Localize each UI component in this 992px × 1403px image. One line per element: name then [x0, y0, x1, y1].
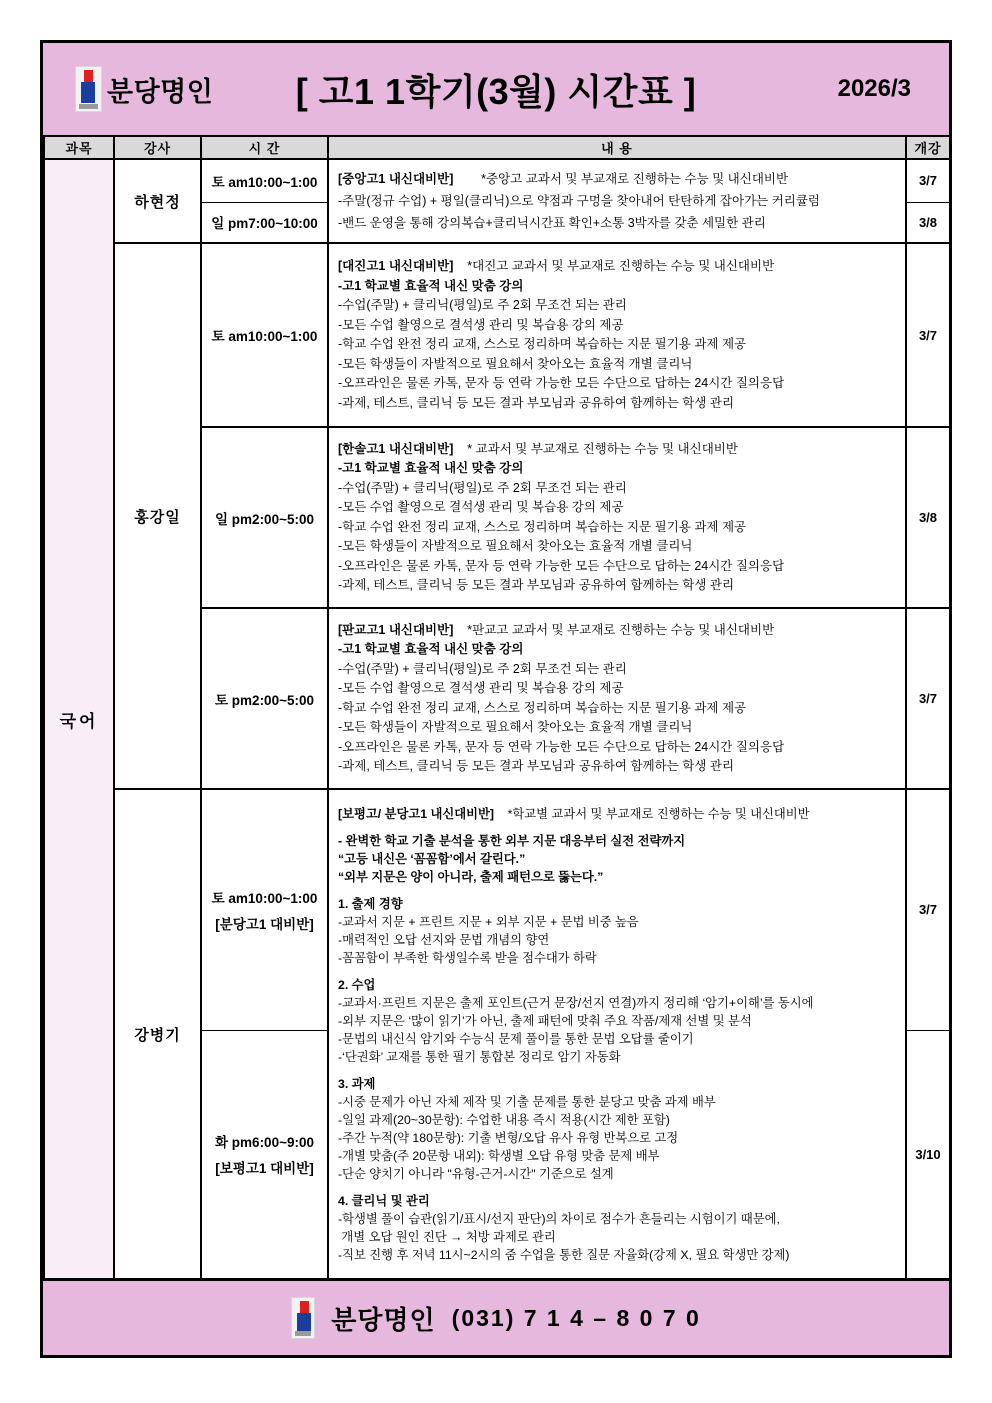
class-label: [보평고1 대비반]	[215, 1161, 314, 1177]
time-cell-ha-sat: 토 am10:00~1:00	[201, 159, 328, 202]
footer-logo-icon	[291, 1297, 315, 1339]
footer-phone: (031) 7 1 4 – 8 0 7 0	[451, 1304, 701, 1331]
time-cell-gang-sat	[201, 789, 328, 1030]
teacher-cell-gang: 강병기	[114, 789, 201, 1279]
brand-name: 분당명인	[107, 76, 214, 107]
brand-logo-icon	[75, 66, 102, 112]
content-cell-bopyeong-bundang: [보평고/ 분당고1 내신대비반] *학교별 교과서 및 부교재로 진행하는 수능 및 내신대비반 - 완벽한 학교 기출 분석을 통한 외부 지문 대응부터 실전 전략까지 “고등 내신은 ‘꼼꼼함’에서 갈린다.” “외부 지문은 양이 아니라, 출제 패턴으로 뚫는다.” 1. 출제 경향 -교과서 지문 + 프린트 지문 + 외부 지문 + 문법 비중 높음 -매력적인 오답 선지와 문법 개념의 향연 -꼼꼼함이 부족한 학생일수록 받을 점수대가 하락 2. 수업 -교과서·프린트 지문은 출제 포인트(근거 문장/선지 연결)까지 정리해 ‘암기+이해’를 동시에 -외부 지문은 ‘많이 읽기’가 아닌, 출제 패턴에 맞춰 주요 작품/제재 선별 및 분석 -문법의 내신식 암기와 수능식 문제 풀이를 통한 문법 오답률 줄이기 -‘단권화’ 교재를 통한 필기 통합본 정리로 암기 자동화 3. 과제 -시중 문제가 아닌 자체 제작 및 기출 문제를 통한 분당고 맞춤 과제 배부 -일일 과제(20~30문항): 수업한 내용 즉시 적용(시간 제한 포함) -주간 누적(약 180문항): 기출 변형/오답 유사 유형 반복으로 고정 -개별 맞춤(주 20문항 내외): 학생별 오답 유형 맞춤 문제 배부 -단순 양치기 아니라 "유형-근거-시간" 기준으로 설계 4. 클리닉 및 관리 -학생별 풀이 습관(읽기/표시/선지 판단)의 차이로 점수가 흔들리는 시험이기 때문에, 개별 오답 원인 진단 → 처방 과제로 관리 -직보 진행 후 저녁 11시~2시의 줌 수업을 통한 질문 자율화(강제 X, 필요 학생만 강제)	[328, 789, 906, 1279]
schedule-date: 2026/3	[837, 75, 911, 102]
start-date-cell-gang-tue: 3/10	[906, 1030, 950, 1279]
col-header-teacher: 강사	[114, 136, 201, 159]
row-hong-1	[44, 243, 950, 427]
content-cell-hansol: [한솔고1 내신대비반] * 교과서 및 부교재로 진행하는 수능 및 내신대비반 -고1 학교별 효율적 내신 맞춤 강의 -수업(주말) + 클리닉(평일)로 주 2회 무조건 되는 관리 -모든 수업 촬영으로 결석생 관리 및 복습용 강의 제공 -학교 수업 완전 정리 교재, 스스로 정리하며 복습하는 지문 필기용 과제 제공 -모든 학생들이 자발적으로 필요해서 찾아오는 효율적 개별 클리닉 -오프라인은 물론 카톡, 문자 등 연락 가능한 모든 수단으로 답하는 24시간 질의응답 -과제, 테스트, 클리닉 등 모든 결과 부모님과 공유하여 함께하는 학생 관리	[328, 427, 906, 608]
time-cell-daejin: 토 am10:00~1:00	[201, 243, 328, 427]
start-date-cell-ha-sun: 3/8	[906, 202, 950, 243]
start-date-cell-daejin: 3/7	[906, 243, 950, 427]
content-cell-pangyo: [판교고1 내신대비반] *판교고 교과서 및 부교재로 진행하는 수능 및 내신대비반 -고1 학교별 효율적 내신 맞춤 강의 -수업(주말) + 클리닉(평일)로 주 2회 무조건 되는 관리 -모든 수업 촬영으로 결석생 관리 및 복습용 강의 제공 -학교 수업 완전 정리 교재, 스스로 정리하며 복습하는 지문 필기용 과제 제공 -모든 학생들이 자발적으로 필요해서 찾아오는 효율적 개별 클리닉 -오프라인은 물론 카톡, 문자 등 연락 가능한 모든 수단으로 답하는 24시간 질의응답 -과제, 테스트, 클리닉 등 모든 결과 부모님과 공유하여 함께하는 학생 관리	[328, 608, 906, 789]
class-label: [분당고1 대비반]	[215, 916, 314, 932]
teacher-cell-hong: 홍강일	[114, 243, 201, 789]
col-header-time: 시 간	[201, 136, 328, 159]
time-cell-pangyo: 토 pm2:00~5:00	[201, 608, 328, 789]
footer-band	[43, 1280, 949, 1355]
header-band	[43, 43, 949, 135]
content-cell-daejin: [대진고1 내신대비반] *대진고 교과서 및 부교재로 진행하는 수능 및 내신대비반 -고1 학교별 효율적 내신 맞춤 강의 -수업(주말) + 클리닉(평일)로 주 2회 무조건 되는 관리 -모든 수업 촬영으로 결석생 관리 및 복습용 강의 제공 -학교 수업 완전 정리 교재, 스스로 정리하며 복습하는 지문 필기용 과제 제공 -모든 학생들이 자발적으로 필요해서 찾아오는 효율적 개별 클리닉 -오프라인은 물론 카톡, 문자 등 연락 가능한 모든 수단으로 답하는 24시간 질의응답 -과제, 테스트, 클리닉 등 모든 결과 부모님과 공유하여 함께하는 학생 관리	[328, 243, 906, 427]
start-date-cell-hansol: 3/8	[906, 427, 950, 608]
time-cell-gang-tue	[201, 1030, 328, 1279]
col-header-content: 내 용	[328, 136, 906, 159]
row-ha-1	[44, 159, 950, 202]
header-row	[44, 136, 950, 159]
teacher-cell-ha: 하현정	[114, 159, 201, 243]
start-date-cell-pangyo: 3/7	[906, 608, 950, 789]
row-gang-1	[44, 789, 950, 1030]
content-cell-jungang: [중앙고1 내신대비반] *중앙고 교과서 및 부교재로 진행하는 수능 및 내신대비반 -주말(정규 수업) + 평일(클리닉)으로 약점과 구멍을 찾아내어 탄탄하게 잡아가는 커리큘럼 -밴드 운영을 통해 강의복습+클리닉시간표 확인+소통 3박자를 갖춘 세밀한 관리	[328, 159, 906, 243]
start-date-cell-gang-sat: 3/7	[906, 789, 950, 1030]
subject-cell: 국어	[44, 159, 114, 1279]
col-header-start: 개강	[906, 136, 950, 159]
start-date-cell-ha-sat: 3/7	[906, 159, 950, 202]
timetable	[43, 135, 951, 1280]
page-title: [ 고1 1학기(3월) 시간표 ]	[295, 70, 697, 112]
footer-brand: 분당명인	[331, 1304, 436, 1335]
time-cell-hansol: 일 pm2:00~5:00	[201, 427, 328, 608]
time-text: 토 am10:00~1:00	[211, 890, 318, 906]
time-text: 화 pm6:00~9:00	[215, 1135, 314, 1151]
page-frame	[40, 40, 952, 1358]
time-cell-ha-sun: 일 pm7:00~10:00	[201, 202, 328, 243]
col-header-subject: 과목	[44, 136, 114, 159]
